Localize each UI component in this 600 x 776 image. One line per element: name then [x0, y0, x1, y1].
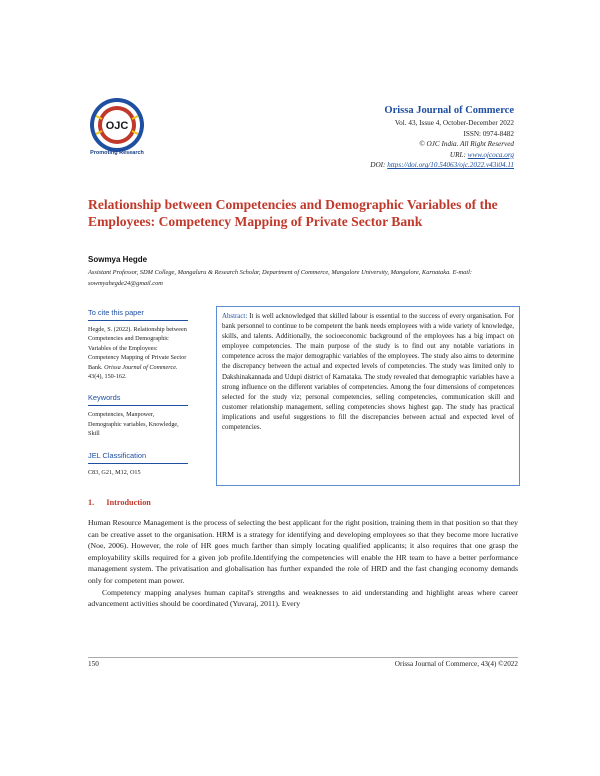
journal-url-link[interactable]: www.ojcoca.org	[467, 150, 514, 159]
copyright-line: © OJC India. All Right Reserved	[419, 140, 514, 149]
jel-heading: JEL Classification	[88, 450, 147, 460]
introduction-body	[88, 517, 518, 610]
doi-link[interactable]: https://doi.org/10.54063/ojc.2022.v43i04.11	[387, 161, 514, 170]
abstract-text: It is well acknowledged that skilled labour is essential to the success of every organisation. For bank personnel to continue to be competent the bank needs employees with a wide variety of knowledge, skills, and talents. Additionally, the socioeconomic background of the employees has a big impact on employee competencies. The main purpose of the study is to find out any notable variations in competence across the major demographic variables of the employees. The study also aims to determine the discrepancy between the actual and expected levels of competencies. The study was limited only to Dakshinakannada and Udupi district of Karnataka. The study revealed that demographic variables have a strong influence on the different variables of competencies. Among the four dimensions of competences selected for the study viz; personal competencies, selling competencies, communication skill and customer relationship management, selling competencies shows highest gap. The study has practical implications and useful suggestions to fill the discrepancies between actual and expected level of competencies.	[222, 313, 514, 432]
doi-label: DOI:	[370, 161, 386, 170]
volume-line: Vol. 43, Issue 4, October-December 2022	[394, 119, 514, 127]
logo-caption: Promoting Research	[90, 150, 144, 156]
intro-paragraph-1: Human Resource Management is the process of selecting the best applicant for the right position, training them in that position so that they can be creative asset to the organisation. HRM is a strategy for identifying and developing employees so that they become more lucrative (Noe, 2006). However, the role of HR goes much farther than simply locating qualified applicants; it also requires that one grasp the employability skills required for a given job profile.Identifying the competencies will enable the HR team to have a better performance management system. The privatisation and globalisation has further expanded the role of HRD and the fast changing economy demands only for competent man power.	[88, 518, 518, 585]
journal-info	[370, 104, 514, 171]
author-affiliation: Assistant Professor, SDM College, Mangaluru & Research Scholar, Department of Commerce, Mangalore University, Mangalore, Karnataka. E-mail: sowmyahegde24@gmail.com	[88, 269, 472, 287]
author-name: Sowmya Hegde	[88, 255, 148, 264]
abstract-box	[216, 306, 520, 486]
abstract-label: Abstract:	[222, 313, 248, 320]
logo-seal-icon	[88, 96, 146, 154]
article-title: Relationship between Competencies and Demographic Variables of the Employees: Competency Mapping of Private Sector Bank	[88, 197, 498, 229]
page-number: 150	[88, 660, 99, 668]
cite-body: Hegde, S. (2022). Relationship between Competencies and Demographic Variables of the Employees: Competency Mapping of Private Sector Bank.	[88, 326, 187, 371]
cite-volume: 43(4), 150-162.	[88, 373, 127, 381]
keywords-divider	[88, 405, 188, 406]
issn-line: ISSN: 0974-8482	[463, 129, 514, 138]
cite-heading: To cite this paper	[88, 308, 144, 317]
jel-divider	[88, 463, 188, 464]
footer-citation: Orissa Journal of Commerce, 43(4) ©2022	[394, 660, 518, 668]
footer-divider	[88, 657, 518, 658]
url-label: URL:	[449, 150, 466, 159]
jel-text: C83, G21, M12, O15	[88, 468, 141, 476]
logo-text: OJC	[105, 120, 129, 132]
cite-divider	[88, 320, 188, 321]
keywords-text: Competencies, Manpower, Demographic variables, Knowledge, Skill	[88, 411, 179, 438]
section-heading-introduction: 1. Introduction	[88, 498, 151, 507]
journal-logo	[88, 96, 146, 154]
article-sidebar	[88, 308, 188, 477]
journal-name: Orissa Journal of Commerce	[384, 105, 514, 116]
cite-text	[88, 325, 188, 381]
intro-paragraph-2: Competency mapping analyses human capital's strengths and weaknesses to aid understanding and highlight areas where career advancement activities should be coordinated (Yuvaraj, 2011). Every	[88, 587, 518, 609]
keywords-heading: Keywords	[88, 393, 121, 403]
cite-journal: Orissa Journal of Commerce.	[104, 363, 178, 371]
